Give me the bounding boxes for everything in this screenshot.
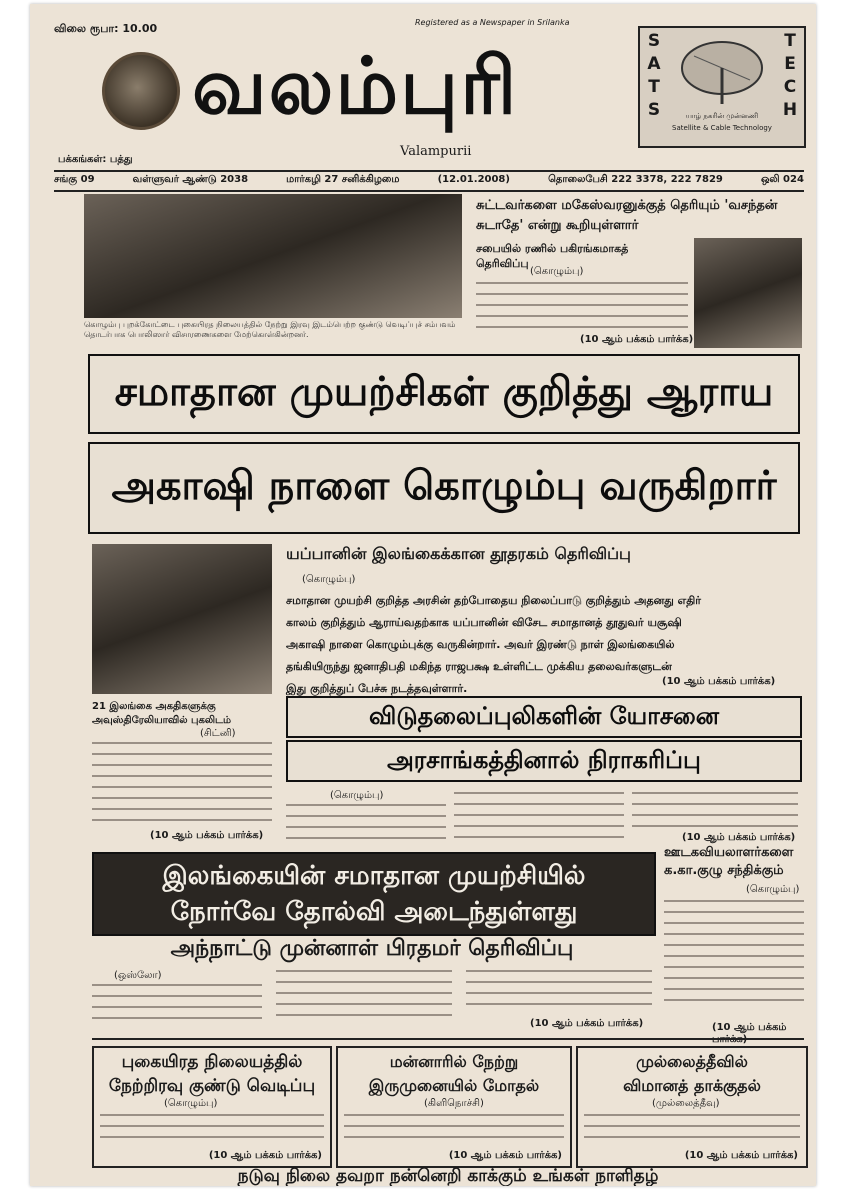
mullai-story-box: [576, 1046, 808, 1168]
registered-note: Registered as a Newspaper in Srilanka: [415, 18, 570, 27]
ltte-headline-1: விடுதலைப்புலிகளின் யோசனை: [286, 696, 802, 738]
mannar-dateline: (கிளிநொச்சி): [424, 1098, 484, 1109]
ltte-col-3: [632, 792, 798, 836]
akashi-more: (10 ஆம் பக்கம் பார்க்க): [662, 676, 776, 687]
satellite-dish-icon: [674, 36, 770, 106]
akashi-body-line-2: காலம் குறித்தும் ஆராய்வதற்காக யப்பானின் விசேட சமாதானத் தூதுவர் யசூஷி: [286, 616, 682, 629]
norway-col-1: [92, 984, 262, 1028]
main-headline-1: சமாதான முயற்சிகள் குறித்து ஆராய: [88, 354, 800, 434]
norway-col-3: [466, 970, 652, 1014]
norway-dateline: (ஒஸ்லோ): [114, 970, 162, 981]
newspaper-page: [30, 4, 816, 1186]
ltte-dateline: (கொழும்பு): [330, 790, 384, 801]
bomb-more: (10 ஆம் பக்கம் பார்க்க): [208, 1150, 322, 1161]
ltte-more: (10 ஆம் பக்கம் பார்க்க): [682, 832, 796, 843]
bomb-dateline: (கொழும்பு): [164, 1098, 218, 1109]
dateline-phone: தொலைபேசி 222 3378, 222 7829: [548, 174, 723, 185]
conch-logo-icon: [102, 52, 180, 130]
ad-line-1: யாழ் நகரின் முன்னணி: [685, 112, 759, 120]
mannar-headline-2: இருமுனையில் மோதல்: [368, 1076, 540, 1095]
norway-headline-1: இலங்கையின் சமாதான முயற்சியில்: [162, 861, 586, 891]
top-story-body: [476, 282, 688, 337]
side-story-headline: 21 இலங்கை அகதிகளுக்கு அவுஸ்திரேலியாவில் புகலிடம்: [92, 701, 232, 726]
ad-line-2: Satellite & Cable Technology: [672, 124, 772, 132]
journalists-headline: [664, 844, 804, 880]
journalists-headline-1: ஊடகவியலாளர்களை: [664, 845, 794, 860]
norway-subhead: அந்நாட்டு முன்னாள் பிரதமர் தெரிவிப்பு: [170, 936, 574, 961]
mannar-body: [338, 1110, 570, 1138]
ad-right-word: TECH: [782, 31, 798, 120]
mullai-headline: [578, 1050, 806, 1098]
mannar-headline: [338, 1050, 570, 1098]
journalists-dateline: (கொழும்பு): [746, 884, 800, 895]
dateline-gregorian: (12.01.2008): [437, 174, 510, 185]
price-label: விலை ரூபா: 10.00: [54, 22, 158, 35]
mullai-more: (10 ஆம் பக்கம் பார்க்க): [684, 1150, 798, 1161]
side-story-body: [92, 742, 272, 830]
mullai-body: [578, 1110, 806, 1138]
mullai-dateline: (முல்லைத்தீவு): [652, 1098, 720, 1109]
journalists-body: [664, 900, 804, 1010]
akashi-body-line-5: இது குறித்துப் பேச்சு நடத்தவுள்ளார்.: [286, 682, 468, 695]
journalists-headline-2: க.கா.குழு சந்திக்கும்: [664, 863, 784, 878]
bomb-scene-photo: [84, 194, 462, 318]
dateline-sangu: சங்கு 09: [54, 174, 95, 185]
bomb-headline-1: புகையிரத நிலையத்தில்: [121, 1052, 303, 1072]
newspaper-title: வலம்புரி: [192, 42, 519, 132]
mannar-more: (10 ஆம் பக்கம் பார்க்க): [448, 1150, 562, 1161]
bomb-headline: [94, 1050, 330, 1098]
dateline-rule-top: [54, 170, 804, 172]
akashi-body-line-1: சமாதான முயற்சி குறித்த அரசின் தற்போதைய நிலைப்பாடு குறித்தும் அதனது எதிர்: [286, 594, 702, 607]
akashi-photo: [92, 544, 272, 694]
side-story-dateline: (சிட்னி): [200, 728, 236, 739]
bomb-headline-2: நேற்றிரவு குண்டு வெடிப்பு: [108, 1076, 316, 1096]
akashi-body-line-4: தங்கியிருந்து ஜனாதிபதி மகிந்த ராஜபக்ஷ உள்ளிட்ட முக்கிய தலைவர்களுடன்: [286, 660, 672, 673]
bomb-body: [94, 1110, 330, 1138]
top-story-headline: சுட்டவர்களை மகேஸ்வரனுக்குத் தெரியும் 'வசந்தன் சுடாதே' என்று கூறியுள்ளார்: [476, 198, 778, 233]
top-story-more: (10 ஆம் பக்கம் பார்க்க): [580, 334, 694, 345]
akashi-dateline: (கொழும்பு): [302, 574, 356, 585]
top-story-subhead: சபையில் ரணில் பகிரங்கமாகத் தெரிவிப்பு: [476, 242, 629, 270]
dateline-issue: ஒலி 024: [761, 174, 804, 185]
journalists-more: (10 ஆம் பக்கம்: [712, 1022, 787, 1033]
akashi-body-line-3: அகாஷி நாளை கொழும்புக்கு வருகின்றார். அவர் இரண்டு நாள் இலங்கையில்: [286, 638, 675, 651]
norway-headline-2: நோர்வே தோல்வி அடைந்துள்ளது: [170, 897, 578, 927]
ranil-photo: [694, 238, 802, 348]
ltte-headline-2: அரசாங்கத்தினால் நிராகரிப்பு: [286, 740, 802, 782]
ltte-col-2: [454, 792, 624, 847]
norway-col-2: [276, 970, 452, 1025]
bomb-story-box: [92, 1046, 332, 1168]
norway-more: (10 ஆம் பக்கம் பார்க்க): [530, 1018, 644, 1029]
mullai-headline-2: விமானத் தாக்குதல்: [623, 1076, 761, 1095]
sats-tech-ad: [638, 26, 806, 148]
mullai-headline-1: முல்லைத்தீவில்: [636, 1052, 748, 1071]
side-story-more: (10 ஆம் பக்கம் பார்க்க): [150, 830, 264, 841]
bottom-row-rule: [92, 1038, 804, 1040]
ad-left-word: SATS: [647, 31, 661, 120]
dateline-rule-bottom: [54, 190, 804, 192]
newspaper-subtitle: Valampurii: [400, 144, 472, 159]
ltte-col-1: [286, 804, 446, 848]
main-headline-2: அகாஷி நாளை கொழும்பு வருகிறார்: [88, 442, 800, 534]
akashi-subhead: யப்பானின் இலங்கைக்கான தூதரகம் தெரிவிப்பு: [286, 544, 631, 563]
mannar-story-box: [336, 1046, 572, 1168]
dateline-date: மார்கழி 27 சனிக்கிழமை: [286, 174, 400, 185]
top-story-dateline: (கொழும்பு): [530, 266, 584, 277]
norway-headline-box: [92, 852, 656, 936]
mannar-headline-1: மன்னாரில் நேற்று: [389, 1052, 519, 1071]
footer-slogan: நடுவு நிலை தவறா நன்னெறி காக்கும் உங்கள் நாளிதழ்: [237, 1166, 659, 1186]
pages-label: பக்கங்கள்: பத்து: [58, 154, 133, 165]
dateline-bar: [54, 174, 804, 188]
dateline-year: வள்ளுவர் ஆண்டு 2038: [132, 174, 249, 185]
photo-caption: கொழும்பு புறக்கோட்டை புகையிரத நிலையத்தில் நேற்று இரவு இடம்பெற்ற குண்டு வெடிப்புச் சம்பவம் தொடர்பாக பொலிஸார் விசாரணைகளை மேற்கொள்கின்றனர்.: [84, 320, 456, 339]
